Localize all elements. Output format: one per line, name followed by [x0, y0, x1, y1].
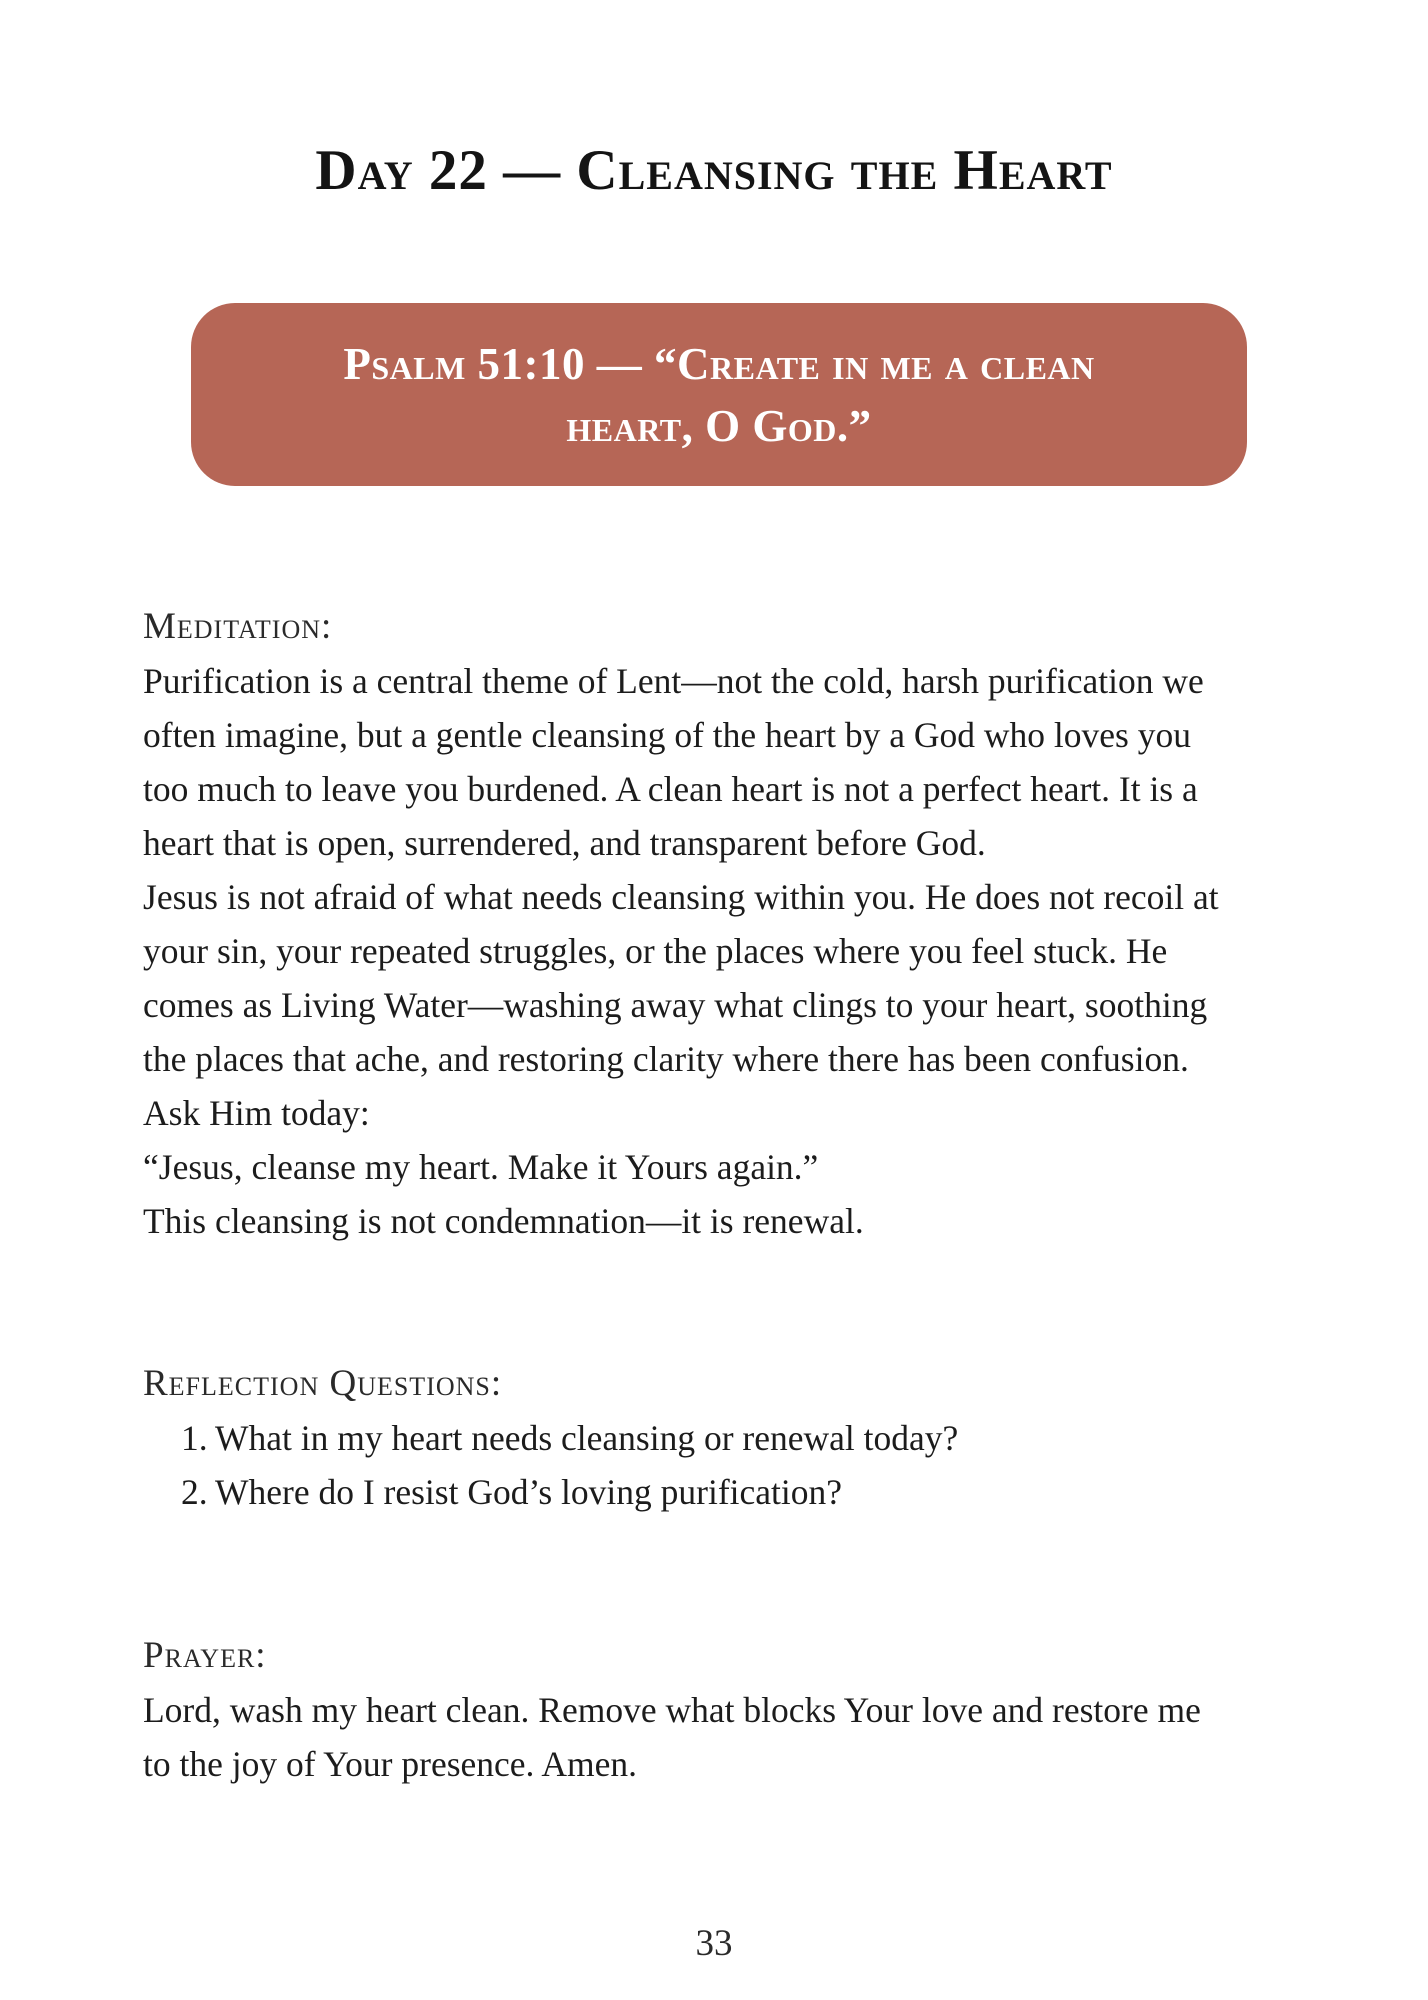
scripture-verse-text: Psalm 51:10 — “Create in me a clean heart, O God.”: [343, 338, 1095, 451]
meditation-line: often imagine, but a gentle cleansing of the heart by a God who loves you: [143, 715, 1191, 755]
meditation-line: your sin, your repeated struggles, or the places where you feel stuck. He: [143, 931, 1168, 971]
meditation-line: Ask Him today:: [143, 1093, 370, 1133]
reflection-section: [143, 1357, 1303, 1519]
reflection-question: [181, 1465, 1303, 1519]
page-title: Day 22 — Cleansing the Heart: [315, 139, 1113, 202]
question-number: 1.: [181, 1418, 208, 1458]
scripture-verse-banner: [191, 303, 1247, 486]
prayer-heading: Prayer:: [143, 1635, 267, 1676]
page-number: 33: [695, 1923, 733, 1964]
question-number: 2.: [181, 1472, 208, 1512]
meditation-heading: Meditation:: [143, 606, 333, 647]
meditation-line: This cleansing is not condemnation—it is renewal.: [143, 1201, 864, 1241]
meditation-line: the places that ache, and restoring clarity where there has been confusion.: [143, 1039, 1189, 1079]
meditation-line: comes as Living Water—washing away what clings to your heart, soothing: [143, 985, 1208, 1025]
question-text: What in my heart needs cleansing or renewal today?: [215, 1418, 959, 1458]
prayer-section: [143, 1629, 1303, 1791]
meditation-section: [143, 600, 1303, 1248]
prayer-line: Lord, wash my heart clean. Remove what blocks Your love and restore me: [143, 1690, 1201, 1730]
meditation-line: heart that is open, surrendered, and transparent before God.: [143, 823, 986, 863]
question-text: Where do I resist God’s loving purification?: [215, 1472, 843, 1512]
meditation-line: Jesus is not afraid of what needs cleansing within you. He does not recoil at: [143, 877, 1219, 917]
meditation-line: “Jesus, cleanse my heart. Make it Yours again.”: [143, 1147, 819, 1187]
reflection-question: [181, 1411, 1303, 1465]
reflection-question-list: [143, 1411, 1303, 1519]
prayer-line: to the joy of Your presence. Amen.: [143, 1744, 637, 1784]
meditation-line: Purification is a central theme of Lent—not the cold, harsh purification we: [143, 661, 1204, 701]
reflection-heading: Reflection Questions:: [143, 1363, 503, 1404]
meditation-line: too much to leave you burdened. A clean heart is not a perfect heart. It is a: [143, 769, 1198, 809]
